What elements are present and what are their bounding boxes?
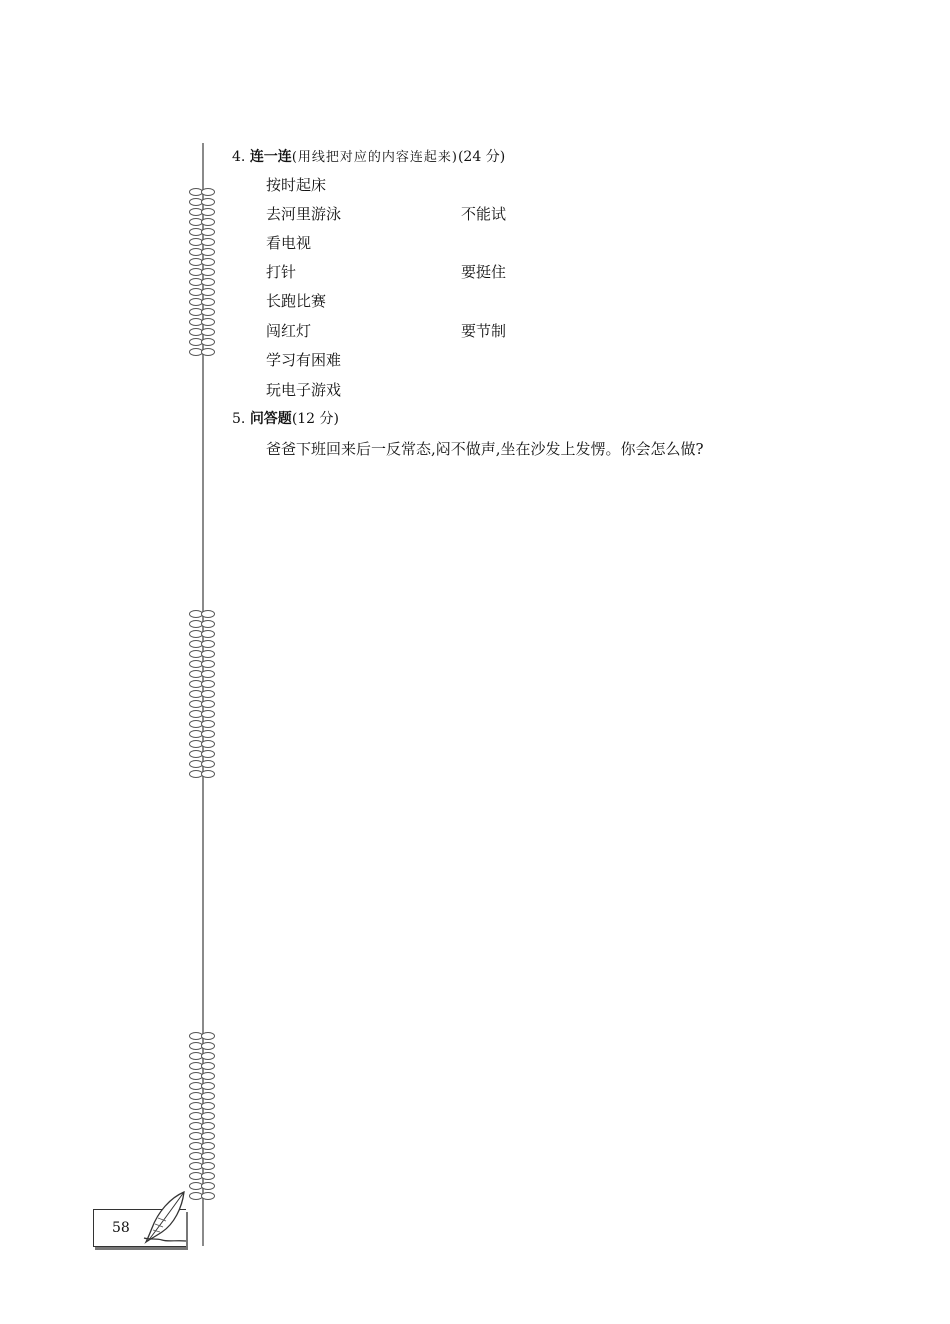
right-item: 不能试 bbox=[461, 205, 507, 223]
binding-ring bbox=[188, 308, 216, 316]
binding-ring bbox=[188, 1152, 216, 1160]
binding-ring bbox=[188, 198, 216, 206]
left-item: 闯红灯 bbox=[266, 322, 312, 340]
binding-ring bbox=[188, 690, 216, 698]
binding-ring bbox=[188, 1142, 216, 1150]
left-item: 按时起床 bbox=[266, 176, 327, 194]
left-item: 长跑比赛 bbox=[266, 292, 327, 310]
binding-ring bbox=[188, 650, 216, 658]
binding-ring bbox=[188, 348, 216, 356]
binding-ring bbox=[188, 258, 216, 266]
right-item: 要节制 bbox=[461, 322, 507, 340]
binding-ring bbox=[188, 318, 216, 326]
question-5-text: 爸爸下班回来后一反常态,闷不做声,坐在沙发上发愣。你会怎么做? bbox=[266, 440, 704, 458]
binding-ring bbox=[188, 1172, 216, 1180]
binding-ring bbox=[188, 680, 216, 688]
binding-ring bbox=[188, 660, 216, 668]
binding-ring bbox=[188, 760, 216, 768]
binding-ring bbox=[188, 1072, 216, 1080]
binding-ring bbox=[188, 700, 216, 708]
question-5-heading bbox=[232, 408, 339, 428]
question-5-points: (12 分) bbox=[291, 411, 340, 427]
binding-ring bbox=[188, 298, 216, 306]
binding-ring bbox=[188, 710, 216, 718]
right-item: 要挺住 bbox=[461, 263, 507, 281]
left-item: 玩电子游戏 bbox=[266, 381, 342, 399]
binding-ring bbox=[188, 1062, 216, 1070]
question-4-instruction: (用线把对应的内容连起来) bbox=[291, 150, 458, 165]
binding-ring bbox=[188, 620, 216, 628]
binding-ring bbox=[188, 670, 216, 678]
binding-ring bbox=[188, 730, 216, 738]
binding-ring bbox=[188, 1052, 216, 1060]
binding-ring bbox=[188, 1032, 216, 1040]
binding-ring bbox=[188, 338, 216, 346]
binding-ring bbox=[188, 1112, 216, 1120]
binding-ring bbox=[188, 208, 216, 216]
binding-ring bbox=[188, 630, 216, 638]
left-item: 学习有困难 bbox=[266, 351, 342, 369]
binding-ring bbox=[188, 740, 216, 748]
binding-ring bbox=[188, 1122, 216, 1130]
binding-ring bbox=[188, 238, 216, 246]
binding-ring bbox=[188, 328, 216, 336]
binding-ring bbox=[188, 1132, 216, 1140]
page-number: 58 bbox=[112, 1220, 130, 1236]
binding-ring bbox=[188, 1082, 216, 1090]
question-5-number: 5. bbox=[232, 411, 246, 427]
binding-ring bbox=[188, 640, 216, 648]
question-4-title: 连一连 bbox=[249, 149, 292, 165]
binding-ring bbox=[188, 1102, 216, 1110]
binding-ring bbox=[188, 278, 216, 286]
binding-ring bbox=[188, 720, 216, 728]
binding-ring bbox=[188, 188, 216, 196]
question-4-points: (24 分) bbox=[457, 149, 506, 165]
quill-pen-icon bbox=[140, 1188, 190, 1246]
binding-ring bbox=[188, 248, 216, 256]
binding-ring bbox=[188, 218, 216, 226]
binding-ring bbox=[188, 1182, 216, 1190]
question-5-title: 问答题 bbox=[249, 411, 292, 427]
binding-ring bbox=[188, 1162, 216, 1170]
binding-ring bbox=[188, 1042, 216, 1050]
binding-ring bbox=[188, 610, 216, 618]
binding-ring bbox=[188, 228, 216, 236]
question-4-heading bbox=[232, 146, 505, 166]
binding-ring bbox=[188, 1192, 216, 1200]
binding-ring bbox=[188, 288, 216, 296]
binding-ring bbox=[188, 770, 216, 778]
left-item: 打针 bbox=[266, 263, 297, 281]
binding-ring bbox=[188, 750, 216, 758]
binding-ring bbox=[188, 1092, 216, 1100]
left-item: 去河里游泳 bbox=[266, 205, 342, 223]
left-item: 看电视 bbox=[266, 234, 312, 252]
question-4-number: 4. bbox=[232, 149, 246, 165]
binding-ring bbox=[188, 268, 216, 276]
